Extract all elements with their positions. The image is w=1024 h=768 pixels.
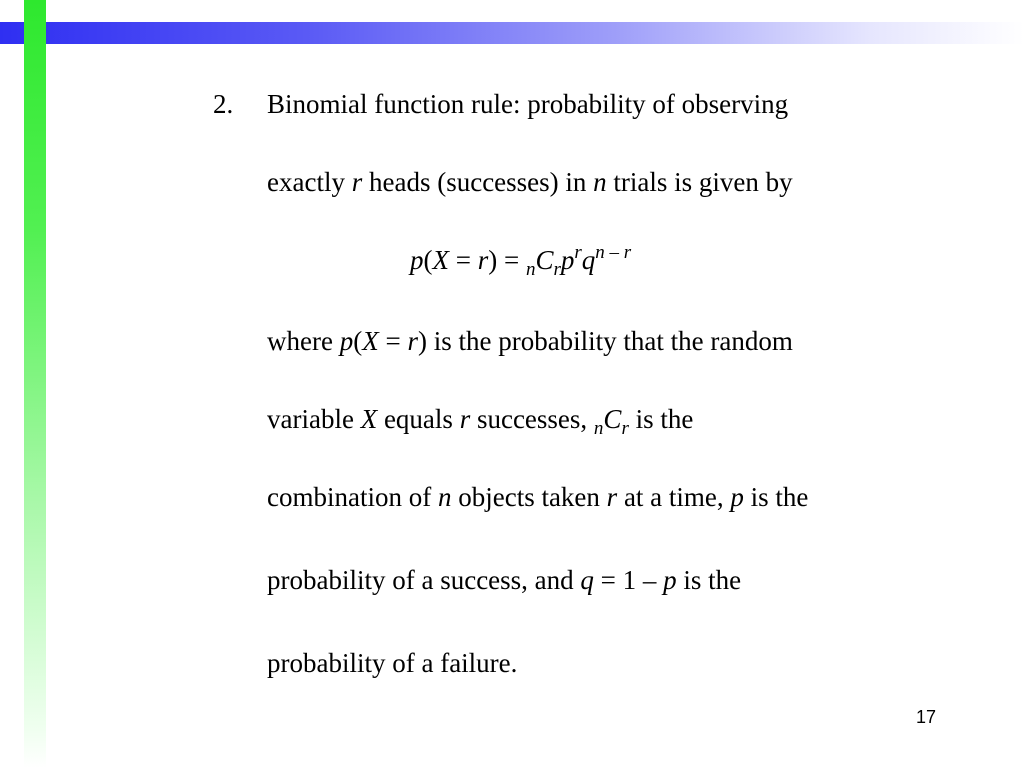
formula-n-subscript: n — [525, 259, 536, 280]
text-segment: objects taken — [451, 482, 607, 512]
line-rule-description — [267, 164, 987, 200]
formula-n-minus-r-exponent: n – r — [595, 242, 632, 263]
formula-close-equals: ) = — [488, 245, 526, 275]
text-segment: probability of a success, and — [267, 565, 581, 595]
formula-X: X — [432, 245, 449, 275]
text-segment: at a time, — [617, 482, 731, 512]
text-segment: variable — [267, 404, 361, 434]
variable-p: p — [663, 565, 677, 595]
slide-body — [267, 86, 987, 681]
formula-paren-open: ( — [423, 245, 433, 275]
text-segment: ) is the probability that the random — [417, 326, 793, 356]
page-number: 17 — [916, 707, 937, 727]
variable-X: X — [360, 404, 378, 434]
formula-equals: = — [449, 245, 478, 275]
line-combination — [267, 479, 987, 515]
line-where — [267, 323, 987, 359]
formula-C: C — [535, 245, 554, 275]
list-item-number: 2. — [213, 89, 234, 119]
text-segment: trials is given by — [606, 167, 793, 197]
text-segment: equals — [377, 404, 460, 434]
variable-r: r — [459, 404, 471, 434]
variable-X: X — [362, 326, 379, 356]
formula-p-factor: p — [560, 245, 575, 275]
formula-p: p — [410, 245, 424, 275]
rule-title-text: Binomial function rule: probability of observing — [267, 89, 789, 119]
line-success — [267, 562, 987, 598]
line-rule-title — [267, 86, 987, 122]
n-subscript: n — [593, 418, 604, 439]
formula-q: q — [581, 245, 596, 275]
text-segment: exactly — [267, 167, 352, 197]
text-segment: successes, — [470, 404, 594, 434]
formula-r: r — [477, 245, 489, 275]
text-segment: is the — [743, 482, 809, 512]
variable-C: C — [603, 404, 622, 434]
formula-r-exponent: r — [574, 242, 582, 263]
text-segment: = 1 – — [593, 565, 664, 595]
variable-p: p — [730, 482, 744, 512]
text-segment: = — [378, 326, 408, 356]
line-failure — [267, 645, 987, 681]
side-accent-bar — [24, 0, 46, 768]
variable-p: p — [339, 326, 354, 356]
r-subscript: r — [621, 418, 629, 439]
text-segment: combination of — [267, 482, 438, 512]
failure-text: probability of a failure. — [267, 648, 518, 678]
variable-r: r — [351, 167, 363, 197]
variable-n: n — [593, 167, 607, 197]
variable-r: r — [606, 482, 618, 512]
variable-r: r — [407, 326, 418, 356]
text-segment: is the — [676, 565, 742, 595]
variable-q: q — [580, 565, 594, 595]
binomial-formula — [267, 242, 987, 278]
text-segment: ( — [353, 326, 363, 356]
line-variable — [267, 401, 987, 437]
text-segment: where — [267, 326, 340, 356]
variable-n: n — [437, 482, 452, 512]
text-segment: is the — [628, 404, 694, 434]
top-accent-bar — [0, 22, 1024, 44]
formula-r-subscript: r — [553, 259, 561, 280]
text-segment: heads (successes) in — [362, 167, 594, 197]
